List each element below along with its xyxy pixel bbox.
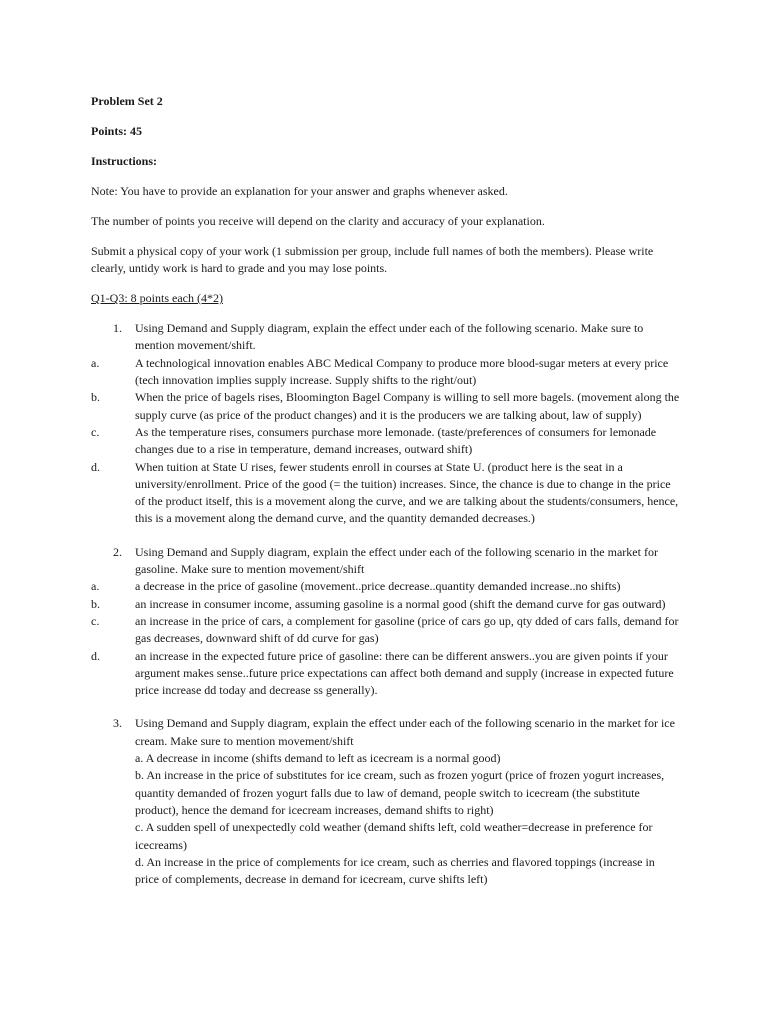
grading-paragraph: The number of points you receive will depend on the clarity and accuracy of your explanation. [91,213,545,228]
problem-set-title: Problem Set 2 [91,94,163,108]
item-text: a decrease in the price of gasoline (movement..price decrease..quantity demanded increase..no shifts) [135,579,621,594]
item-text: an increase in the price of cars, a complement for gasoline (price of cars go up, qty dded of cars falls, demand for gas decreases, downward shift of dd curve for gas) [135,613,679,646]
item-text: an increase in the expected future price of gasoline: there can be different answers..you are given points if your argument makes sense..future price expectations can affect both demand and supply (increase in expected future price increase dd today and decrease ss generally). [135,648,674,698]
question-text: Using Demand and Supply diagram, explain the effect under each of the following scenario in the market for gasoline. Make sure to mention movement/shift [135,544,658,577]
list-item [69,648,681,700]
list-item: d. An increase in the price of complements for ice cream, such as cherries and flavored toppings (increase in price of complements, decrease in demand for icecream, curve shifts left) [135,854,655,887]
item-text: When tuition at State U rises, fewer students enroll in courses at State U. (product here is the seat in a university/enrollment. Price of the good (= the tuition) increases. Since, the chance is due to change in the price of the product itself, this is a movement along the curve, and we are talking about the students/consumers, hence, this is a movement along the demand curve, and the quantity demanded decreases.) [135,459,679,526]
item-text: As the temperature rises, consumers purchase more lemonade. (taste/preferences of consumers for lemonade changes due to a rise in temperature, demand increases, outward shift) [135,424,657,457]
item-text: When the price of bagels rises, Bloomington Bagel Company is willing to sell more bagels. (movement along the supply curve (as price of the product changes) and it is the producers we are talking about, law of supply) [135,390,680,422]
list-item [69,424,681,459]
question-text: Using Demand and Supply diagram, explain the effect under each of the following scenario. Make sure to mention movement/shift. [135,321,644,353]
note-paragraph: Note: You have to provide an explanation for your answer and graphs whenever asked. [91,183,508,198]
instructions-label: Instructions: [91,153,158,168]
item-marker: a. [91,355,100,370]
points-label: Points: 45 [91,123,142,138]
item-marker: d. [91,648,100,663]
item-marker: c. [91,424,100,439]
submission-paragraph: Submit a physical copy of your work (1 submission per group, include full names of both the members). Please write clearly, untidy work is hard to grade and you may lose points. [91,243,654,276]
list-item: a. A decrease in income (shifts demand to left as icecream is a normal good) [135,751,501,766]
question-number: 2. [113,544,122,559]
question-number: 1. [113,321,122,336]
list-item: b. An increase in the price of substitutes for ice cream, such as frozen yogurt (price of frozen yogurt increases, quantity demanded of frozen yogurt falls due to law of demand, people switch to icecream (the substitute product), hence the demand for icecream increases, demand shifts to right) [135,768,665,817]
list-item [69,355,681,390]
document-body [91,93,681,888]
question-3 [91,715,681,750]
item-marker: d. [91,459,100,474]
list-item [69,459,681,528]
list-item [69,613,681,648]
question-number: 3. [113,716,122,731]
question-2 [91,544,681,579]
list-item [69,596,681,613]
item-marker: a. [91,579,100,594]
item-marker: c. [91,613,100,628]
question-1 [91,320,681,355]
list-item [69,389,681,424]
section-heading: Q1-Q3: 8 points each (4*2) [91,291,223,306]
item-text: A technological innovation enables ABC Medical Company to produce more blood-sugar meters at every price (tech innovation implies supply increase. Supply shifts to the right/out) [135,355,669,388]
list-item: c. A sudden spell of unexpectedly cold weather (demand shifts left, cold weather=decrease in preference for icecreams) [135,820,653,852]
item-text: an increase in consumer income, assuming gasoline is a normal good (shift the demand curve for gas outward) [135,596,666,611]
list-item [69,578,681,595]
question-text: Using Demand and Supply diagram, explain the effect under each of the following scenario in the market for ice cream. Make sure to mention movement/shift [135,716,675,748]
item-marker: b. [91,390,100,405]
item-marker: b. [91,596,100,611]
